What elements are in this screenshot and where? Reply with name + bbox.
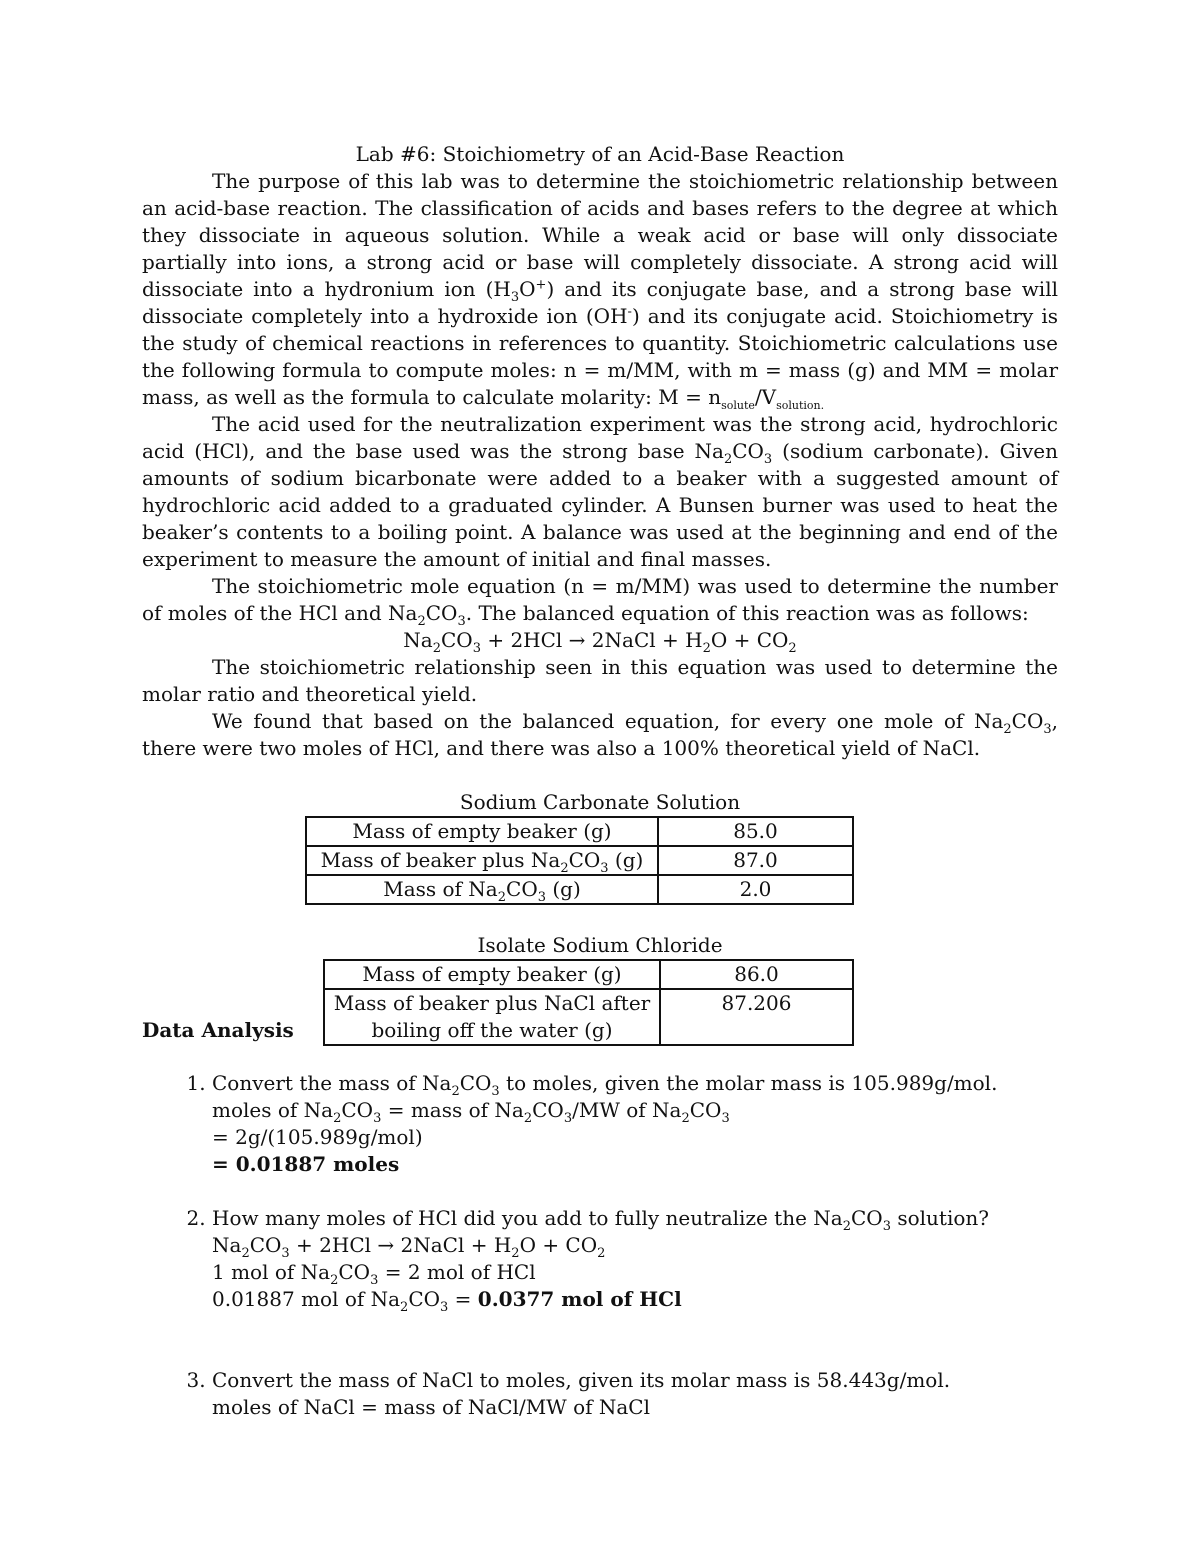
table-row <box>324 960 853 989</box>
table-row <box>306 846 853 875</box>
table1-caption: Sodium Carbonate Solution <box>459 790 741 814</box>
table-cell-value: 87.0 <box>658 846 853 875</box>
table2-caption: Isolate Sodium Chloride <box>477 933 723 957</box>
table-cell-label: Mass of empty beaker (g) <box>324 960 660 989</box>
answer-2: 0.0377 mol of HCl <box>477 1287 682 1311</box>
paragraph-purpose: The purpose of this lab was to determine the stoichiometric relationship between an acid-base reaction. The classification of acids and bases refers to the degree at which they dissociate in aqueous solution. While a weak acid or base will only dissociate partially into ions, a strong acid or base will completely dissociate. A strong acid will dissociate into a hydronium ion $(H_3O^+)$ and its conjugate base, and a strong base will dissociate completely into a hydroxide ion (OH-) and its conjugate acid. Stoichiometry is the study of chemical reactions in references to quantity. Stoichiometric calculations use the following formula to compute moles: n = m/MM, with m = mass (g) and MM = molar mass, as well as the formula to calculate molarity: $M = n_{solute}/V_{solution.}$ <box>142 169 1058 412</box>
table-cell-value: 86.0 <box>660 960 853 989</box>
analysis-questions <box>142 1070 1058 1421</box>
table-cell-label: Mass of $Na_2CO_3$ (g) <box>306 875 658 904</box>
question-2: 2. How many moles of HCl did you add to fully neutralize the $Na_2CO_3$ solution? $Na_2CO_3 + 2HCl$ → 2NaCl + $H_2O + CO_2$ 1 mol of $Na_2CO_3 = 2$ mol of HCl 0.01887 mol of $Na_2CO_3 = 0.0377$ mol of HCl <box>212 1205 1058 1340</box>
paragraph-relationship: The stoichiometric relationship seen in this equation was used to determine the molar ratio and theoretical yield. <box>142 655 1058 706</box>
balanced-equation: $Na_2CO_3 + 2HCl$ → 2NaCl + $H_2O + CO_2$ <box>403 628 797 656</box>
sodium-chloride-table <box>323 959 854 1046</box>
paragraph-materials: The acid used for the neutralization experiment was the strong acid, hydrochloric acid (HCl), and the base used was the strong base $Na_2CO_3$ (sodium carbonate). Given amounts of sodium bicarbonate were added to a beaker with a suggested amount of hydrochloric acid added to a graduated cylinder. A Bunsen burner was used to heat the beaker’s contents to a boiling point. A balance was used at the beginning and end of the experiment to measure the amount of initial and final masses. <box>142 412 1059 571</box>
table-cell-value: 2.0 <box>658 875 853 904</box>
question-3: 3. Convert the mass of NaCl to moles, given its molar mass is 58.443g/mol. moles of NaCl = mass of NaCl/MW of NaCl <box>212 1367 1058 1421</box>
paragraph-method: The stoichiometric mole equation (n = m/MM) was used to determine the number of moles of the HCl and $Na_2CO_3$. The balanced equation of this reaction was as follows: <box>142 574 1058 629</box>
paragraph-findings: We found that based on the balanced equation, for every one mole of $Na_2CO_3$, there were two moles of HCl, and there was also a 100% theoretical yield of NaCl. <box>142 709 1058 760</box>
table-row <box>306 875 853 904</box>
sodium-carbonate-table <box>305 816 854 905</box>
document-page <box>142 141 1058 1421</box>
table-row <box>306 817 853 846</box>
data-analysis-heading: Data Analysis <box>142 1018 294 1042</box>
table-cell-value: 87.206 <box>660 989 853 1045</box>
table-cell-value: 85.0 <box>658 817 853 846</box>
table-cell-label: Mass of beaker plus NaCl after boiling off the water (g) <box>324 989 660 1045</box>
table-cell-label: Mass of beaker plus $Na_2CO_3$ (g) <box>306 846 658 875</box>
table-row <box>324 989 853 1045</box>
question-1: 1. Convert the mass of $Na_2CO_3$ to moles, given the molar mass is 105.989g/mol. moles of $Na_2CO_3$ = mass of $Na_2CO_3/MW$ of $Na_2CO_3$ = 2g/(105.989g/mol) = 0.01887 moles <box>212 1070 1058 1178</box>
table-cell-label: Mass of empty beaker (g) <box>306 817 658 846</box>
document-title: Lab #6: Stoichiometry of an Acid-Base Reaction <box>355 142 845 166</box>
answer-1: = 0.01887 moles <box>212 1152 400 1176</box>
